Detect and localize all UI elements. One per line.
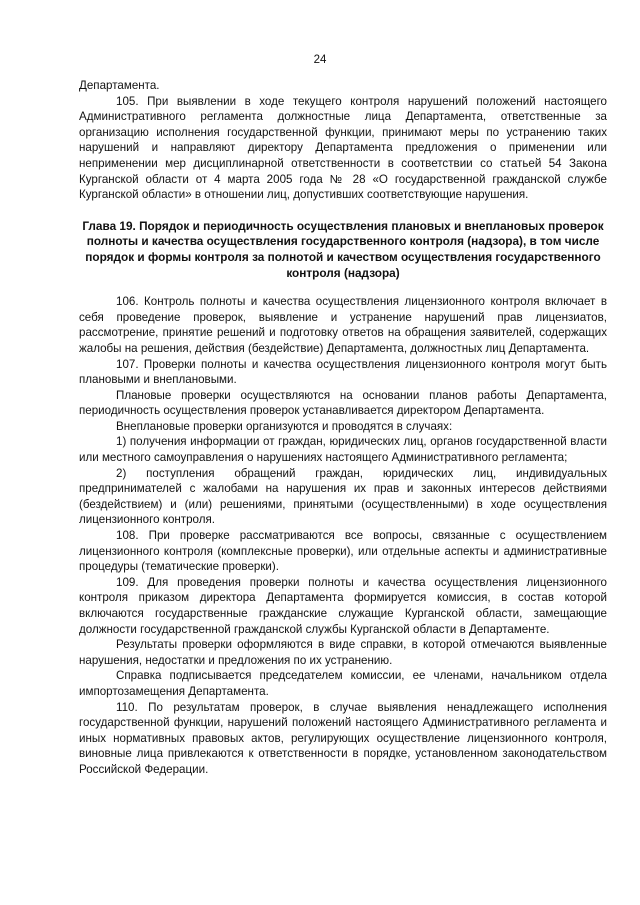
paragraph-109: 109. Для проведения проверки полноты и качества осуществления лицензионного контроля приказом директора Департамента формируется комиссия, в состав которой включаются государственные гражданские служащие Курганской области, замещающие должности государственной гражданской службы Курганской области в Департаменте. — [79, 575, 607, 636]
page-number: 24 — [313, 54, 327, 66]
document-body — [79, 78, 607, 778]
list-item-2: 2) поступления обращений граждан, юридических лиц, индивидуальных предпринимателей с жалобами на нарушения их прав и законных интересов действиями (бездействием) и (или) решениями, принятыми (осуществленными) в ходе осуществления лицензионного контроля. — [79, 466, 607, 527]
paragraph-105: 105. При выявлении в ходе текущего контроля нарушений положений настоящего Административного регламента должностные лица Департамента, ответственные за организацию исполнения государственной функции, принимают меры по устранению таких нарушений и направляют директору Департамента предложения о применении или неприменении мер дисциплинарной ответственности в соответствии со статьей 54 Закона Курганской области от 4 марта 2005 года № 28 «О государственной гражданской службе Курганской области» в отношении лиц, допустивших соответствующие нарушения. — [79, 94, 607, 202]
chapter-19-title: Глава 19. Порядок и периодичность осуществления плановых и внеплановых проверок полноты и качества осуществления государственного контроля (надзора), в том числе порядок и формы контроля за полнотой и качеством осуществления государственного контроля (надзора) — [82, 218, 604, 280]
list-item-1: 1) получения информации от граждан, юридических лиц, органов государственной власти или местного самоуправления о нарушениях настоящего Административного регламента; — [79, 435, 607, 465]
paragraph-unplanned-checks: Внеплановые проверки организуются и проводятся в случаях: — [116, 419, 453, 433]
paragraph-106: 106. Контроль полноты и качества осуществления лицензионного контроля включает в себя проведение проверок, выявление и устранение нарушений прав лицензиатов, рассмотрение, принятие решений и подготовку ответов на обращения заявителей, содержащих жалобы на решения, действия (бездействие) Департамента, должностных лиц Департамента. — [79, 295, 607, 355]
paragraph-continuation: Департамента. — [79, 79, 160, 92]
paragraph-results: Результаты проверки оформляются в виде справки, в которой отмечаются выявленные нарушения, недостатки и предложения по их устранению. — [79, 638, 607, 667]
paragraph-107: 107. Проверки полноты и качества осуществления лицензионного контроля могут быть плановыми и внеплановыми. — [79, 357, 607, 387]
paragraph-certificate: Справка подписывается председателем комиссии, ее членами, начальником отдела импортозамещения Департамента. — [79, 669, 607, 698]
paragraph-110: 110. По результатам проверок, в случае выявления ненадлежащего исполнения государственной функции, нарушений положений настоящего Административного регламента и иных нормативных правовых актов, регулирующих осуществление лицензионного контроля, виновные лица привлекаются к ответственности в порядке, установленном законодательством Российской Федерации. — [79, 700, 607, 776]
paragraph-108: 108. При проверке рассматриваются все вопросы, связанные с осуществлением лицензионного контроля (комплексные проверки), или отдельные аспекты и административные процедуры (тематические проверки). — [79, 529, 607, 574]
paragraph-planned-checks: Плановые проверки осуществляются на основании планов работы Департамента, периодичность осуществления проверок устанавливается директором Департамента. — [79, 388, 607, 418]
